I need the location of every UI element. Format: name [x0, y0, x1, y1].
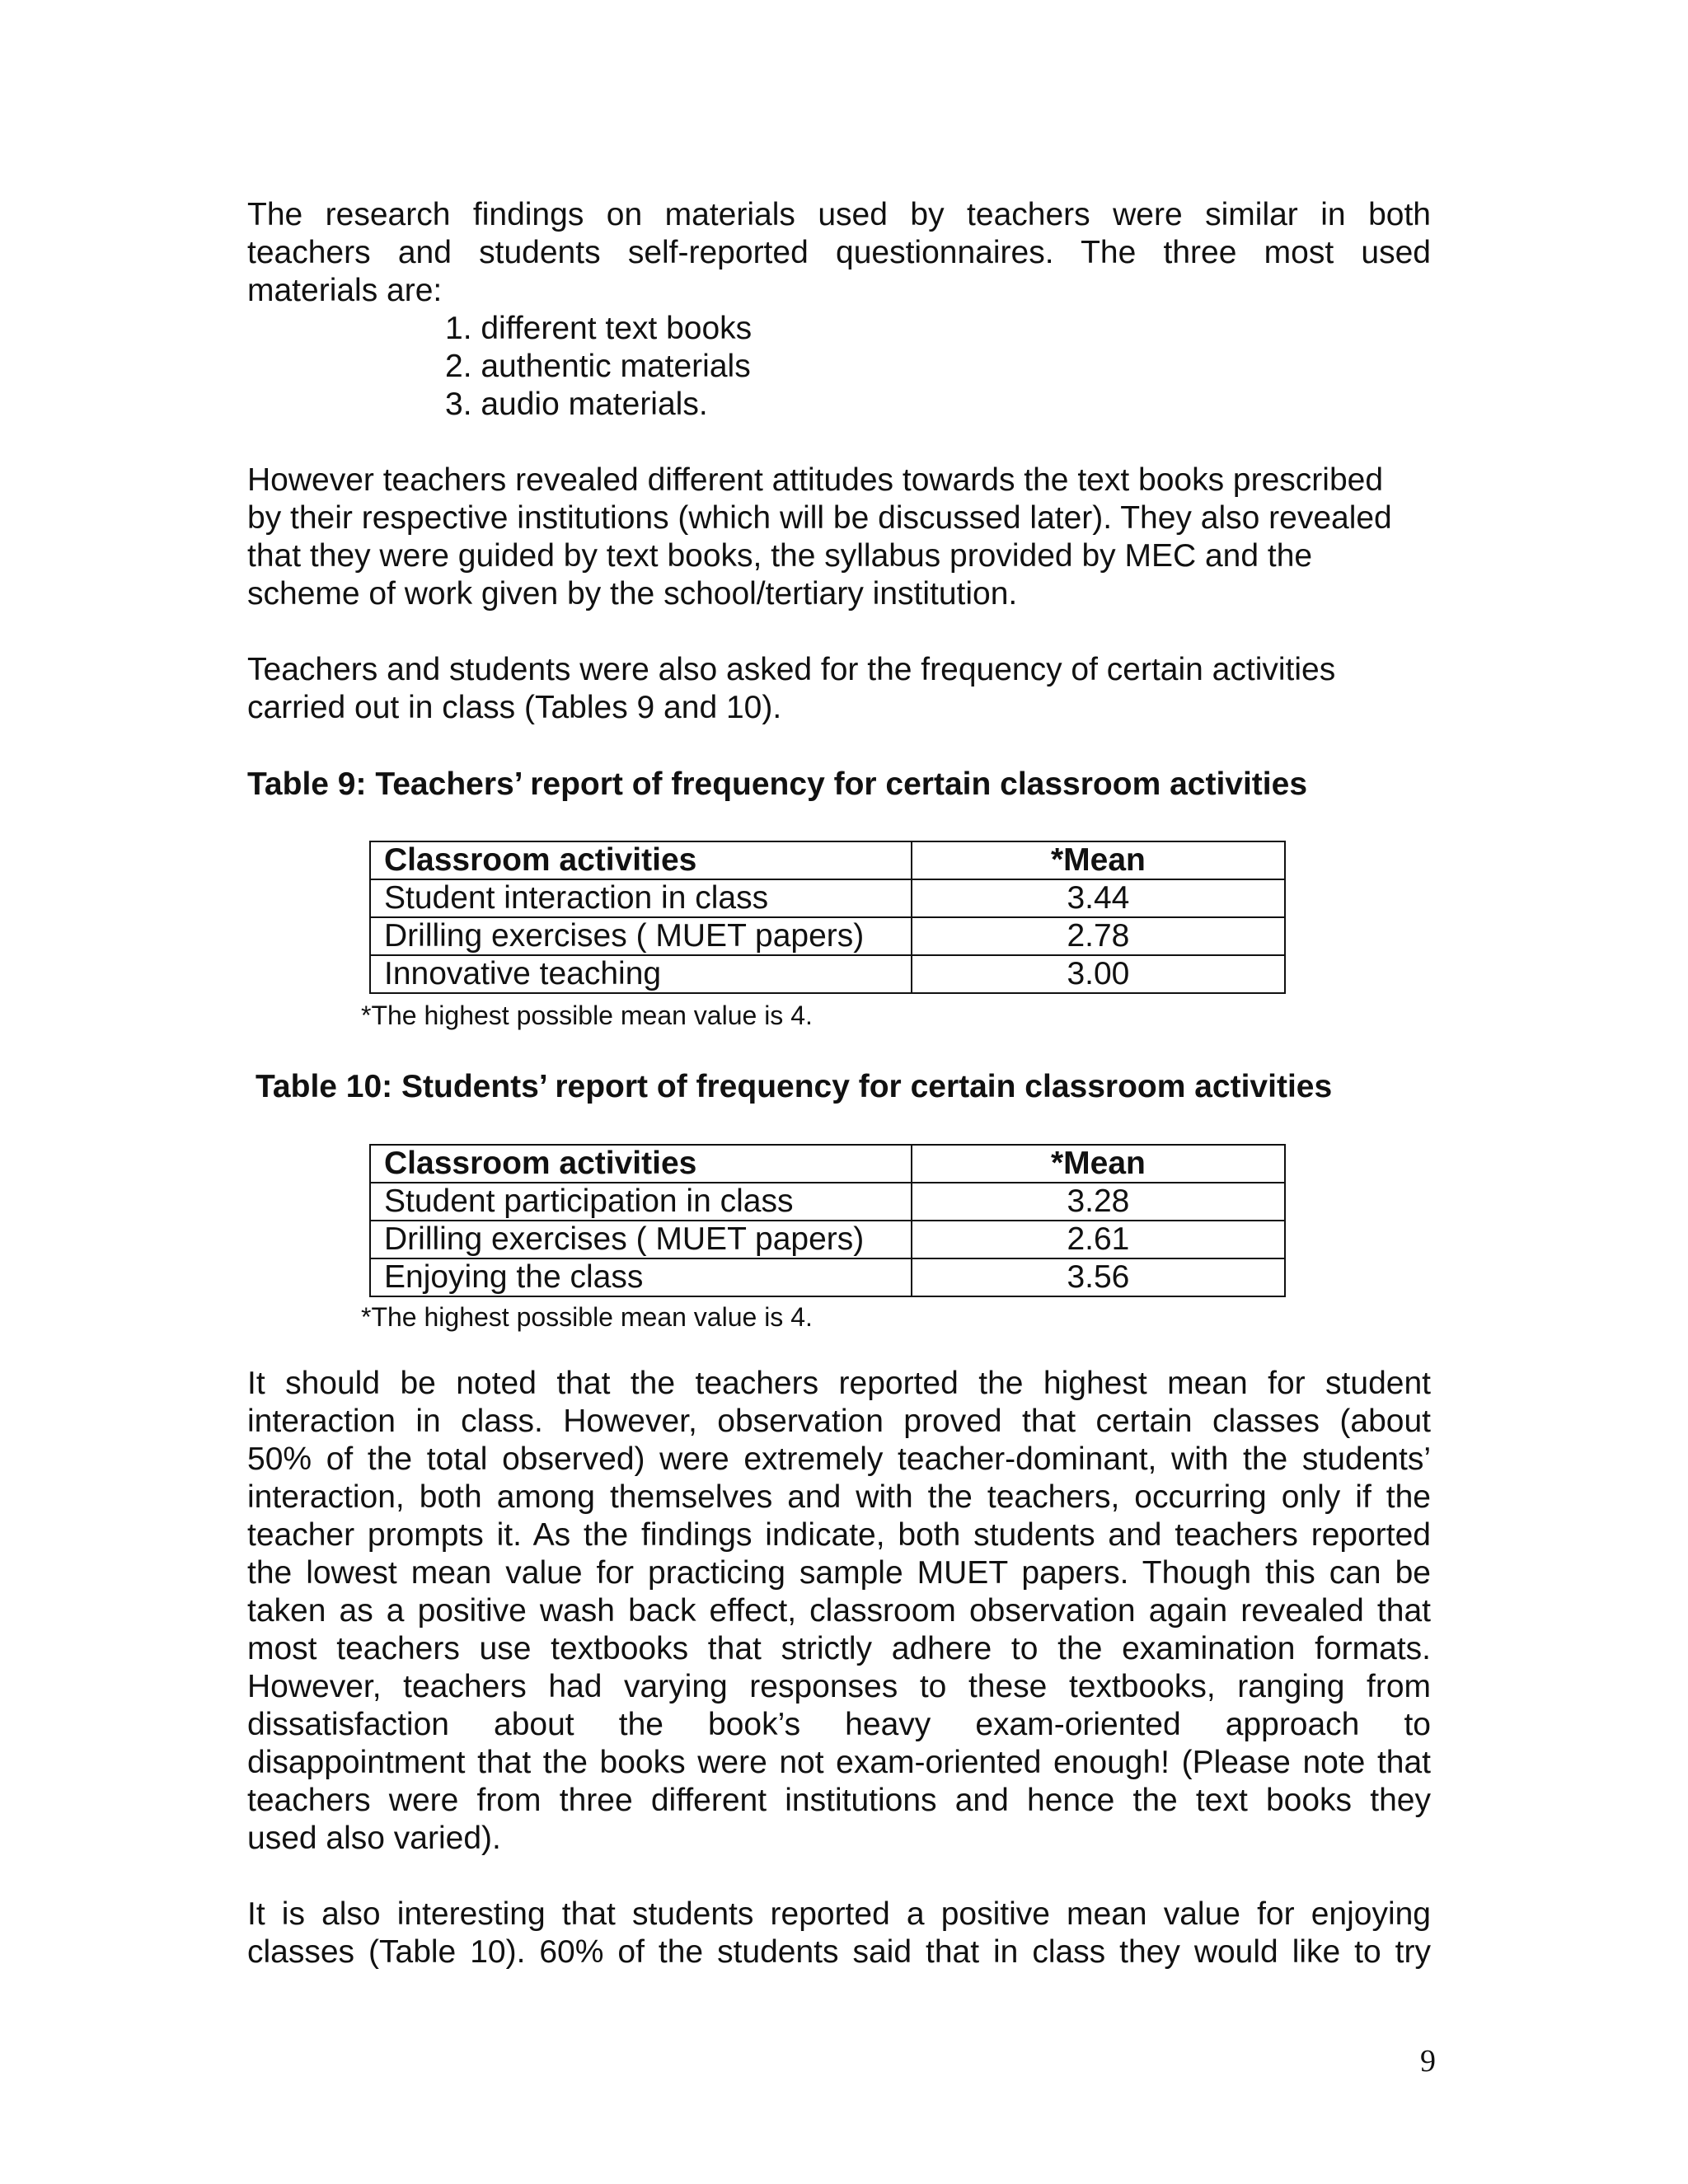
paragraph-line: It is also interesting that students reported a positive mean value for enjoying — [247, 1896, 1431, 1932]
paragraph-line: interaction in class. However, observation proved that certain classes (about — [247, 1404, 1431, 1439]
list-item: 3. audio materials. — [445, 387, 708, 422]
table-row — [370, 917, 1285, 955]
table9-caption: Table 9: Teachers’ report of frequency for certain classroom activities — [247, 766, 1308, 802]
paragraph-line: teachers and students self-reported questionnaires. The three most used — [247, 235, 1431, 270]
table9-note: *The highest possible mean value is 4. — [361, 1001, 813, 1030]
table-header-row — [370, 841, 1285, 879]
mean-cell: 3.44 — [912, 879, 1285, 917]
activity-cell: Student interaction in class — [370, 879, 912, 917]
activity-cell: Enjoying the class — [370, 1258, 912, 1296]
table10-caption: Table 10: Students’ report of frequency for certain classroom activities — [256, 1069, 1333, 1104]
paragraph-line: scheme of work given by the school/tertiary institution. — [247, 576, 1018, 612]
page-number: 9 — [1420, 2044, 1436, 2079]
paragraph-line: disappointment that the books were not exam-oriented enough! (Please note that — [247, 1745, 1431, 1780]
table-row — [370, 1221, 1285, 1258]
paragraph-line: classes (Table 10). 60% of the students said that in class they would like to try — [247, 1934, 1431, 1970]
paragraph-line: used also varied). — [247, 1821, 501, 1856]
activity-cell: Innovative teaching — [370, 955, 912, 993]
paragraph-line: teachers were from three different institutions and hence the text books they — [247, 1783, 1431, 1818]
column-header-activities: Classroom activities — [370, 1145, 912, 1183]
table9 — [369, 841, 1286, 994]
paragraph-line: materials are: — [247, 273, 443, 308]
table-row — [370, 1183, 1285, 1221]
paragraph-line: 50% of the total observed) were extremely teacher-dominant, with the students’ — [247, 1441, 1431, 1477]
paragraph-line: most teachers use textbooks that strictly adhere to the examination formats. — [247, 1631, 1431, 1666]
list-item: 2. authentic materials — [445, 349, 751, 384]
paragraph-line: by their respective institutions (which will be discussed later). They also revealed — [247, 500, 1392, 536]
mean-cell: 2.78 — [912, 917, 1285, 955]
table-row — [370, 879, 1285, 917]
paragraph-attitudes — [247, 462, 1431, 613]
mean-cell: 3.56 — [912, 1258, 1285, 1296]
paragraph-line: the lowest mean value for practicing sample MUET papers. Though this can be — [247, 1555, 1431, 1591]
column-header-mean: *Mean — [912, 1145, 1285, 1183]
paragraph-line: carried out in class (Tables 9 and 10). — [247, 690, 782, 725]
paragraph-line: It should be noted that the teachers reported the highest mean for student — [247, 1366, 1431, 1401]
mean-cell: 3.00 — [912, 955, 1285, 993]
activity-cell: Drilling exercises ( MUET papers) — [370, 917, 912, 955]
activity-cell: Drilling exercises ( MUET papers) — [370, 1221, 912, 1258]
activity-cell: Student participation in class — [370, 1183, 912, 1221]
table10-note: *The highest possible mean value is 4. — [361, 1302, 813, 1332]
materials-list — [445, 310, 752, 424]
table-header-row — [370, 1145, 1285, 1183]
paragraph-materials-intro — [247, 196, 1431, 310]
paragraph-line: dissatisfaction about the book’s heavy exam-oriented approach to — [247, 1707, 1431, 1742]
paragraph-observation — [247, 1365, 1431, 1858]
paragraph-enjoying — [247, 1896, 1431, 1971]
table-row — [370, 955, 1285, 993]
table10 — [369, 1144, 1286, 1297]
column-header-mean: *Mean — [912, 841, 1285, 879]
mean-cell: 2.61 — [912, 1221, 1285, 1258]
paragraph-frequency — [247, 651, 1431, 727]
list-item: 1. different text books — [445, 311, 753, 346]
paragraph-line: Teachers and students were also asked for the frequency of certain activities — [247, 652, 1336, 687]
paragraph-line: interaction, both among themselves and with the teachers, occurring only if the — [247, 1479, 1431, 1515]
table-row — [370, 1258, 1285, 1296]
mean-cell: 3.28 — [912, 1183, 1285, 1221]
paragraph-line: However, teachers had varying responses to these textbooks, ranging from — [247, 1669, 1431, 1704]
paragraph-line: taken as a positive wash back effect, classroom observation again revealed that — [247, 1593, 1431, 1629]
paragraph-line: teacher prompts it. As the findings indicate, both students and teachers reported — [247, 1517, 1431, 1553]
paragraph-line: The research findings on materials used by teachers were similar in both — [247, 197, 1431, 232]
paragraph-line: However teachers revealed different attitudes towards the text books prescribed — [247, 462, 1384, 498]
paragraph-line: that they were guided by text books, the syllabus provided by MEC and the — [247, 538, 1313, 574]
column-header-activities: Classroom activities — [370, 841, 912, 879]
